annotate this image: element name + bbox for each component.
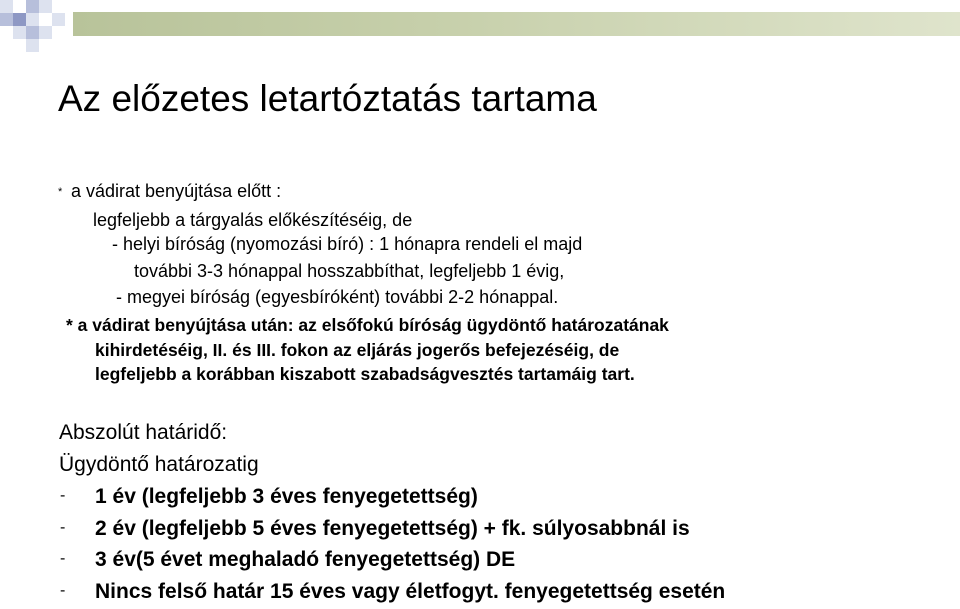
- text-line-3: - helyi bíróság (nyomozási bíró) : 1 hónapra rendeli el majd: [112, 234, 583, 254]
- list-dash-4: -: [60, 582, 66, 599]
- list-dash-3: -: [60, 550, 66, 567]
- list-item-4: Nincs felső határ 15 éves vagy életfogyt. fenyegetettség esetén: [95, 580, 726, 603]
- text-line-6: * a vádirat benyújtása után: az elsőfokú bíróság ügydöntő határozatának: [66, 315, 669, 335]
- text-line-4: további 3-3 hónappal hosszabbíthat, legfeljebb 1 évig,: [134, 261, 565, 281]
- list-dash-2: -: [60, 519, 66, 536]
- section-subheading-decision: Ügydöntő határozatig: [59, 453, 259, 476]
- text-line-7: kihirdetéséig, II. és III. fokon az eljárás jogerős befejezéséig, de: [95, 340, 620, 360]
- slide-title: Az előzetes letartóztatás tartama: [58, 78, 597, 119]
- list-dash-1: -: [60, 487, 66, 504]
- list-item-3: 3 év(5 évet meghaladó fenyegetettség) DE: [95, 548, 516, 571]
- section-heading-absolute-deadline: Abszolút határidő:: [59, 421, 228, 444]
- text-line-8: legfeljebb a korábban kiszabott szabadságvesztés tartamáig tart.: [95, 364, 635, 384]
- text-line-1: a vádirat benyújtása előtt :: [71, 181, 282, 201]
- header-accent-bar: [73, 12, 960, 36]
- bullet-star: *: [58, 186, 63, 198]
- text-line-5: - megyei bíróság (egyesbíróként) további 2-2 hónappal.: [116, 287, 559, 307]
- text-line-2: legfeljebb a tárgyalás előkészítéséig, de: [93, 210, 413, 230]
- list-item-1: 1 év (legfeljebb 3 éves fenyegetettség): [95, 485, 478, 508]
- list-item-2: 2 év (legfeljebb 5 éves fenyegetettség) + fk. súlyosabbnál is: [95, 517, 690, 540]
